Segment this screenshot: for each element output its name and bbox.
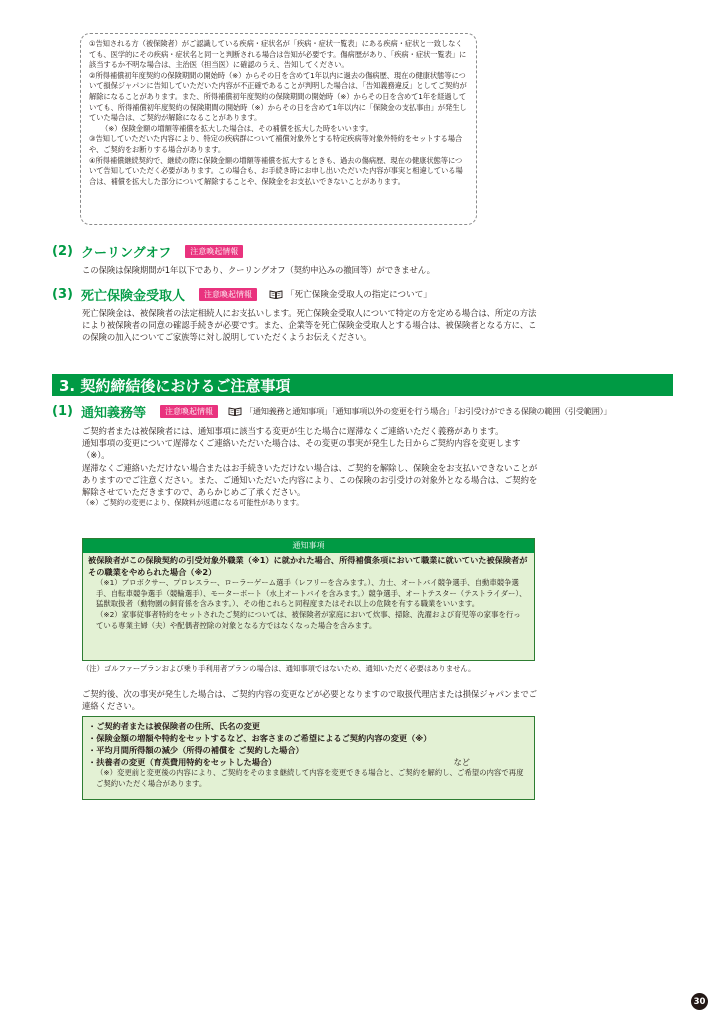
notification-note: （※）ご契約の変更により、保険料が返還になる可能性があります。 [82, 498, 304, 508]
golf-note: （注）ゴルファープランおよび乗り手利用者プランの場合は、通知事項ではないため、通知いただく必要はありません。 [82, 664, 476, 673]
notice-item-1: ①告知される方（被保険者）がご認識している疾病・症状名が「疾病・症状一覧表」にある疾病・症状と一致しなくても、医学的にその疾病・症状名と同一と判断される場合は告知が必要です。傷病歴があり、「疾病・症状一覧表」に該当するか不明な場合は、主治医（担当医）に確認のうえ、告知してください。 [89, 39, 467, 70]
changes-box [82, 716, 535, 800]
beneficiary-text: 死亡保険金は、被保険者の法定相続人にお支払いします。死亡保険金受取人について特定の方を定める場合は、所定の方法により被保険者の同意の確認手続きが必要です。また、企業等を死亡保険金受取人とする場合は、被保険者となる方に、この保険の加入についてご家族等に対し説明していただくようお伝えください。 [82, 308, 537, 343]
beneficiary-badge: 注意喚起情報 [199, 288, 257, 301]
notification-title: 通知義務等 [80, 405, 146, 421]
notice-item-2: ②所得補償初年度契約の保険期間の開始時（※）からその日を含めて1年以内に過去の傷病歴、現在の健康状態等について損保ジャパンに告知していただいた内容が不正確であることが判明した場合は、「告知義務違反」としてご契約が解除になることがあります。また、所得補償初年度契約の保険期間の開始時（※）からその日を含めて1年を経過していても、所得補償初年度契約の保険期間の開始時（※）からその日を含めて1年以内に「保険金の支払事由」が発生していた場合は、ご契約が解除になることがあります。 [89, 70, 467, 123]
book-icon [269, 290, 283, 299]
cooling-off-badge: 注意喚起情報 [185, 245, 243, 258]
notify-box-lead: 被保険者がこの保険契約の引受対象外職業（※1）に就かれた場合、所得補償条項において職業に就いていた被保険者がその職業をやめられた場合（※2） [88, 555, 528, 577]
cooling-off-text-block [82, 264, 539, 276]
notify-box-content [83, 553, 534, 631]
section3-title: 3. 契約締結後におけるご注意事項 [59, 376, 291, 395]
notification-ref [228, 406, 611, 417]
beneficiary-text-block [82, 307, 539, 344]
cooling-off-heading [52, 241, 243, 261]
notification-ref-text: 「通知義務と通知事項」「通知事項以外の変更を行う場合」「お引受けができる保険の範囲（引受範囲）」 [244, 405, 612, 416]
beneficiary-ref [269, 288, 432, 300]
notification-heading [52, 401, 611, 421]
notify-box-note-1: （※1）プロボクサー、プロレスラー、ローラーゲーム選手（レフリーを含みます。）、力士、オートバイ競争選手、自動車競争選手、自転車競争選手（競輪選手）、モーターボート（水上オートバイを含みます。）競争選手、オートテスター（テストライダー）、猛獣取扱者（動物園の飼育係を含みます。）、その他これらと同程度またはそれ以上の危険を有する職業をいいます。 [96, 578, 527, 609]
cooling-off-title: クーリングオフ [80, 245, 172, 261]
page-number: 30 [691, 993, 708, 1010]
cooling-off-number: (2) [52, 243, 73, 259]
after-text: ご契約後、次の事実が発生した場合は、ご契約内容の変更などが必要となりますので取扱代理店または損保ジャパンまでご連絡ください。 [82, 689, 537, 712]
notification-p1: ご契約者または被保険者には、通知事項に該当する変更が生じた場合に遅滞なくご連絡いただく義務があります。 [82, 426, 504, 436]
section3-band [52, 374, 673, 396]
notify-box [82, 538, 535, 661]
beneficiary-number: (3) [52, 286, 73, 302]
notification-p3: 遅滞なくご連絡いただけない場合またはお手続きいただけない場合は、ご契約を解除し、保険金をお支払いできないことがありますのでご注意ください。また、ご通知いただいた内容により、この保険のお引受けの対象外となる場合は、ご契約を解除させていただきますので、あらかじめご了承ください。 [82, 462, 538, 498]
change-item-1: ・ご契約者または被保険者の住所、氏名の変更 [88, 721, 260, 731]
beneficiary-title: 死亡保険金受取人 [80, 288, 185, 304]
cooling-off-text: この保険は保険期間が1年以下であり、クーリングオフ（契約申込みの撤回等）ができません。 [82, 265, 435, 275]
change-item-4-row [88, 756, 528, 768]
changes-box-note: （※）変更前と変更後の内容により、ご契約をそのまま継続して内容を変更できる場合と、ご契約を解約し、ご希望の内容で再度ご契約いただく場合があります。 [96, 768, 524, 788]
change-item-2: ・保険金額の増額や特約をセットするなど、お客さまのご希望によるご契約内容の変更（※） [88, 733, 432, 743]
notification-p2: 通知事項の変更について遅滞なくご連絡いただいた場合は、その変更の事実が発生した日からご契約内容を変更します（※）。 [82, 438, 521, 461]
notify-box-title: 通知事項 [83, 539, 534, 553]
notify-box-note-2: （※2）家事従事者特約をセットされたご契約については、被保険者が家庭において炊事、掃除、洗濯および育児等の家事を行っている専業主婦（夫）や配偶者控除の対象となる方ではなくなった場合を含みます。 [96, 609, 521, 630]
notice-item-3: ③告知していただいた内容により、特定の疾病群について補償対象外とする特定疾病等対象外特約をセットする場合や、ご契約をお断りする場合があります。 [89, 134, 463, 154]
change-item-3: ・平均月間所得額の減少（所得の補償を ご契約した場合） [88, 745, 304, 755]
notification-number: (1) [52, 403, 73, 419]
book-icon [228, 407, 242, 416]
notification-text-block [82, 425, 539, 509]
change-etc: など [453, 757, 470, 767]
beneficiary-ref-text: 「死亡保険金受取人の指定について」 [285, 290, 432, 300]
notice-box [80, 33, 477, 225]
beneficiary-heading [52, 284, 432, 304]
golf-note-block [82, 664, 539, 675]
notification-badge: 注意喚起情報 [160, 405, 218, 418]
notice-item-4: ④所得補償継続契約で、継続の際に保険金額の増額等補償を拡大するときも、過去の傷病歴、現在の健康状態等について告知していただく必要があります。この場合も、お手続き時にお申し出いただいた内容が事実と相違している場合は、補償を拡大した部分について解除することや、保険金をお支払いできないことがあります。 [89, 155, 463, 186]
notice-sub-note: （※）保険金額の増額等補償を拡大した場合は、その補償を拡大した時をいいます。 [101, 123, 373, 133]
change-item-4: ・扶養者の変更（育英費用特約をセットした場合） [88, 757, 277, 767]
after-text-block [82, 688, 539, 712]
